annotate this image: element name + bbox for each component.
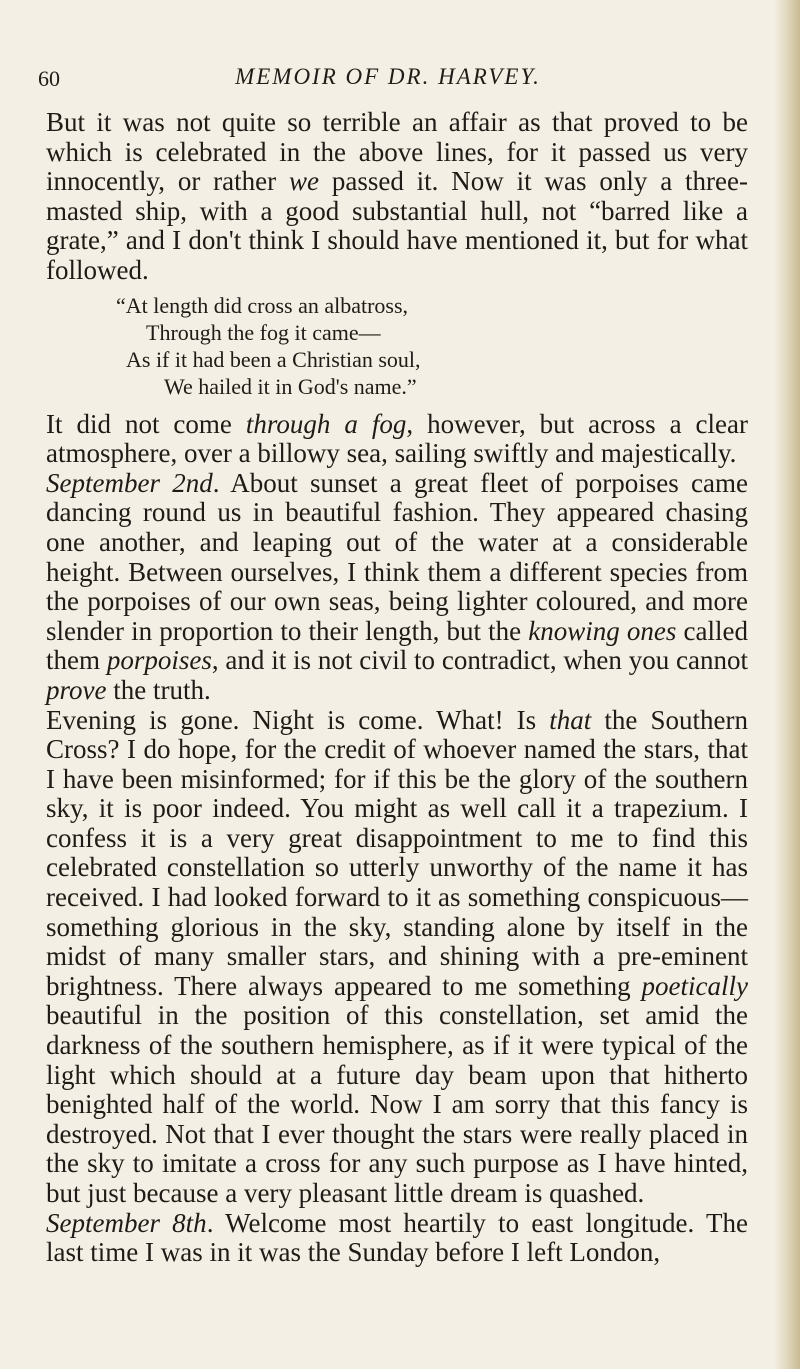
page-edge-shadow	[774, 0, 800, 1369]
poem-quotation	[116, 292, 748, 400]
running-head	[38, 60, 738, 90]
poem-line: As if it had been a Christian soul,	[126, 346, 421, 372]
paragraph-albatross: But it was not quite so terrible an affair as that proved to be which is celebrated in the above lines, for it passed us very innocently, or rather we passed it. Now it was only a three-masted ship, with a good substantial hull, not “barred like a grate,” and I don't think I should have mentioned it, but for what followed.	[46, 107, 748, 285]
poem-line: We hailed it in God's name.”	[164, 373, 417, 399]
page-number: 60	[38, 66, 60, 91]
paragraph-southern-cross: Evening is gone. Night is come. What! Is that the Southern Cross? I do hope, for the credit of whoever named the stars, that I have been misinformed; for if this be the glory of the southern sky, it is poor indeed. You might as well call it a trapezium. I confess it is a very great disappointment to me to find this celebrated constellation so utterly unworthy of the name it has received. I had looked forward to it as something conspicuous—something glorious in the sky, standing alone by itself in the midst of many smaller stars, and shining with a pre-eminent brightness. There always appeared to me something poetically beautiful in the position of this constellation, set amid the darkness of the southern hemisphere, as if it were typical of the light which should at a future day beam upon that hitherto benighted half of the world. Now I am sorry that this fancy is destroyed. Not that I ever thought the stars were really placed in the sky to imitate a cross for any such purpose as I have hinted, but just because a very pleasant little dream is quashed.	[46, 704, 749, 1208]
poem-line: Through the fog it came—	[146, 319, 381, 345]
poem-line: “At length did cross an albatross,	[116, 292, 409, 318]
body-text	[46, 108, 748, 1268]
paragraph-clear-atmosphere: It did not come through a fog, however, but across a clear atmosphere, over a billowy sea, sailing swiftly and majestically.	[46, 408, 749, 469]
paragraph-east-longitude: September 8th. Welcome most heartily to east longitude. The last time I was in it was the Sunday before I left London,	[46, 1207, 748, 1268]
running-title: MEMOIR OF DR. HARVEY.	[235, 64, 541, 89]
paragraph-porpoises: September 2nd. About sunset a great fleet of porpoises came dancing round us in beautiful fashion. They appeared chasing one another, and leaping out of the water at a considerable height. Between ourselves, I think them a different species from the porpoises of our own seas, being lighter coloured, and more slender in proportion to their length, but the knowing ones called them porpoises, and it is not civil to contradict, when you cannot prove the truth.	[46, 467, 748, 705]
